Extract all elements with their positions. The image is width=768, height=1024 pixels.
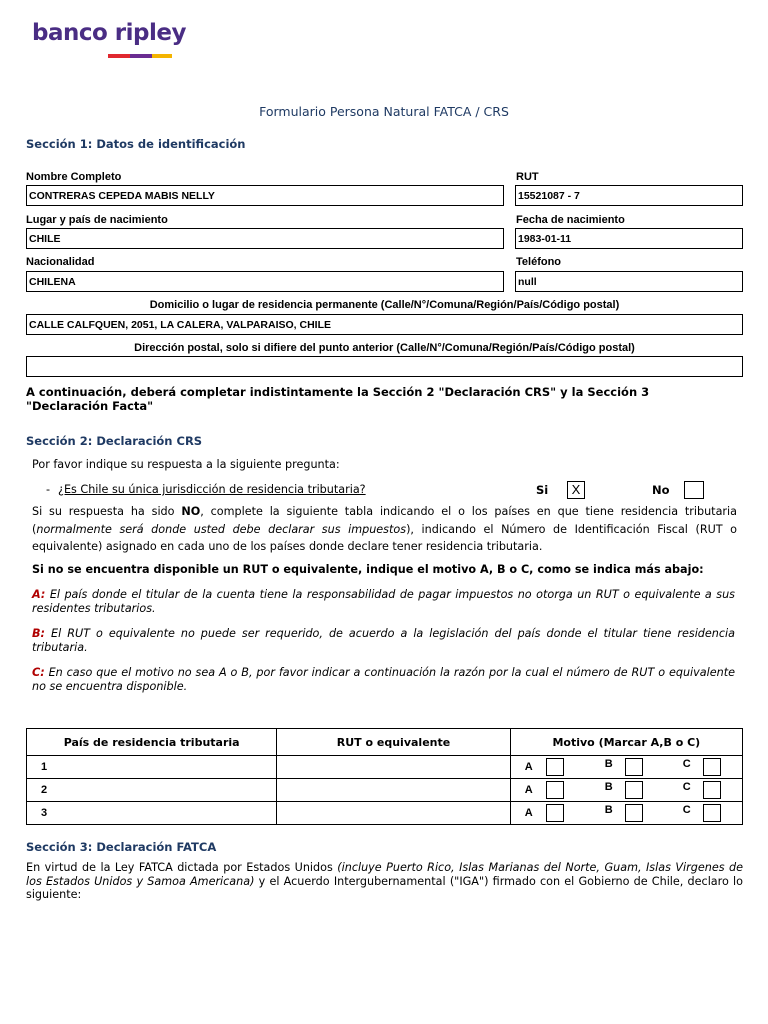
option-b-label: B bbox=[604, 781, 613, 793]
nacionalidad-field[interactable]: CHILENA bbox=[26, 271, 504, 292]
header-rut: RUT o equivalente bbox=[277, 729, 510, 756]
tax-residence-table bbox=[26, 728, 743, 825]
telefono-label: Teléfono bbox=[516, 256, 562, 268]
header-motivo: Motivo (Marcar A,B o C) bbox=[510, 729, 742, 756]
logo-bar-yellow bbox=[152, 54, 172, 58]
rut-label: RUT bbox=[516, 171, 539, 183]
table-header-row bbox=[27, 729, 743, 756]
fatca-text: En virtud de la Ley FATCA dictada por Estados Unidos (incluye Puerto Rico, Islas Marianas del Norte, Guam, Islas Virgenes de los Estados Unidos y Samoa Americana) y el Acuerdo Intergubernamental ("IGA") firmado con el Gobierno de Chile, declaro lo siguiente: bbox=[26, 861, 743, 901]
rut-cell[interactable] bbox=[277, 802, 510, 825]
motivo-cell bbox=[510, 756, 742, 779]
option-b-checkbox[interactable] bbox=[625, 758, 643, 776]
option-a-label: A bbox=[524, 761, 533, 773]
rut-field[interactable]: 15521087 - 7 bbox=[515, 185, 743, 206]
crs-prompt: Por favor indique su respuesta a la siguiente pregunta: bbox=[32, 458, 340, 471]
nacionalidad-label: Nacionalidad bbox=[26, 256, 95, 268]
logo-bar-purple bbox=[130, 54, 152, 58]
option-a-checkbox[interactable] bbox=[546, 781, 564, 799]
no-checkbox[interactable] bbox=[684, 481, 704, 499]
si-checkbox[interactable]: X bbox=[567, 481, 585, 499]
header-pais: País de residencia tributaria bbox=[27, 729, 277, 756]
missing-rut-note: Si no se encuentra disponible un RUT o equivalente, indique el motivo A, B o C, como se indica más abajo: bbox=[32, 563, 704, 576]
no-label: No bbox=[652, 483, 670, 497]
fecha-field[interactable]: 1983-01-11 bbox=[515, 228, 743, 249]
rut-cell[interactable] bbox=[277, 779, 510, 802]
crs-instructions: Si su respuesta ha sido NO, complete la siguiente tabla indicando el o los países en que tiene residencia tributaria (normalmente será donde usted debe declarar sus impuestos), indicando el Número de Identificación Fiscal (RUT o equivalente) asignado en cada uno de los países donde declare tener residencia tributaria. bbox=[32, 505, 738, 553]
question-bullet: - bbox=[46, 483, 51, 496]
option-b-checkbox[interactable] bbox=[625, 781, 643, 799]
table-row bbox=[27, 802, 743, 825]
direccion-field[interactable] bbox=[26, 356, 743, 377]
domicilio-field[interactable]: CALLE CALFQUEN, 2051, LA CALERA, VALPARAISO, CHILE bbox=[26, 314, 743, 335]
direccion-label: Dirección postal, solo si difiere del punto anterior (Calle/N°/Comuna/Región/País/Código postal) bbox=[134, 342, 635, 354]
pais-cell[interactable]: 2 bbox=[27, 779, 277, 802]
table-row bbox=[27, 779, 743, 802]
option-a-label: A bbox=[524, 784, 533, 796]
option-c-checkbox[interactable] bbox=[703, 804, 721, 822]
option-b-label: B bbox=[604, 804, 613, 816]
lugar-label: Lugar y país de nacimiento bbox=[26, 214, 168, 226]
banco-ripley-logo: banco ripley bbox=[32, 20, 186, 46]
nombre-label: Nombre Completo bbox=[26, 171, 122, 183]
table-row bbox=[27, 756, 743, 779]
section3-heading: Sección 3: Declaración FATCA bbox=[26, 840, 217, 854]
option-c-checkbox[interactable] bbox=[703, 758, 721, 776]
motivo-cell bbox=[510, 802, 742, 825]
section2-heading: Sección 2: Declaración CRS bbox=[26, 434, 203, 448]
motivo-b-text: B: El RUT o equivalente no puede ser requerido, de acuerdo a la legislación del país donde el titular tiene residencia tributaria. bbox=[32, 627, 735, 654]
telefono-field[interactable]: null bbox=[515, 271, 743, 292]
motivo-a-text: A: El país donde el titular de la cuenta tiene la responsabilidad de pagar impuestos no otorga un RUT o equivalente a sus residentes tributarios. bbox=[32, 588, 735, 615]
option-c-label: C bbox=[682, 781, 691, 793]
si-label: Si bbox=[536, 483, 549, 497]
fecha-label: Fecha de nacimiento bbox=[516, 214, 625, 226]
section1-heading: Sección 1: Datos de identificación bbox=[26, 137, 246, 151]
intro-text: A continuación, deberá completar indistintamente la Sección 2 "Declaración CRS" y la Sección 3 "Declaración Facta" bbox=[26, 385, 650, 413]
pais-cell[interactable]: 3 bbox=[27, 802, 277, 825]
logo-bar-red bbox=[108, 54, 130, 58]
rut-cell[interactable] bbox=[277, 756, 510, 779]
crs-question: ¿Es Chile su única jurisdicción de residencia tributaria? bbox=[58, 483, 366, 496]
pais-cell[interactable]: 1 bbox=[27, 756, 277, 779]
option-a-checkbox[interactable] bbox=[546, 804, 564, 822]
option-a-checkbox[interactable] bbox=[546, 758, 564, 776]
motivo-cell bbox=[510, 779, 742, 802]
motivo-c-text: C: En caso que el motivo no sea A o B, por favor indicar a continuación la razón por la cual el número de RUT o equivalente no se encuentra disponible. bbox=[32, 666, 735, 693]
option-c-label: C bbox=[682, 804, 691, 816]
domicilio-label: Domicilio o lugar de residencia permanente (Calle/N°/Comuna/Región/País/Código postal) bbox=[149, 299, 620, 311]
option-a-label: A bbox=[524, 807, 533, 819]
option-b-label: B bbox=[604, 758, 613, 770]
form-title: Formulario Persona Natural FATCA / CRS bbox=[259, 104, 509, 119]
nombre-field[interactable]: CONTRERAS CEPEDA MABIS NELLY bbox=[26, 185, 504, 206]
option-c-checkbox[interactable] bbox=[703, 781, 721, 799]
option-b-checkbox[interactable] bbox=[625, 804, 643, 822]
lugar-field[interactable]: CHILE bbox=[26, 228, 504, 249]
option-c-label: C bbox=[682, 758, 691, 770]
